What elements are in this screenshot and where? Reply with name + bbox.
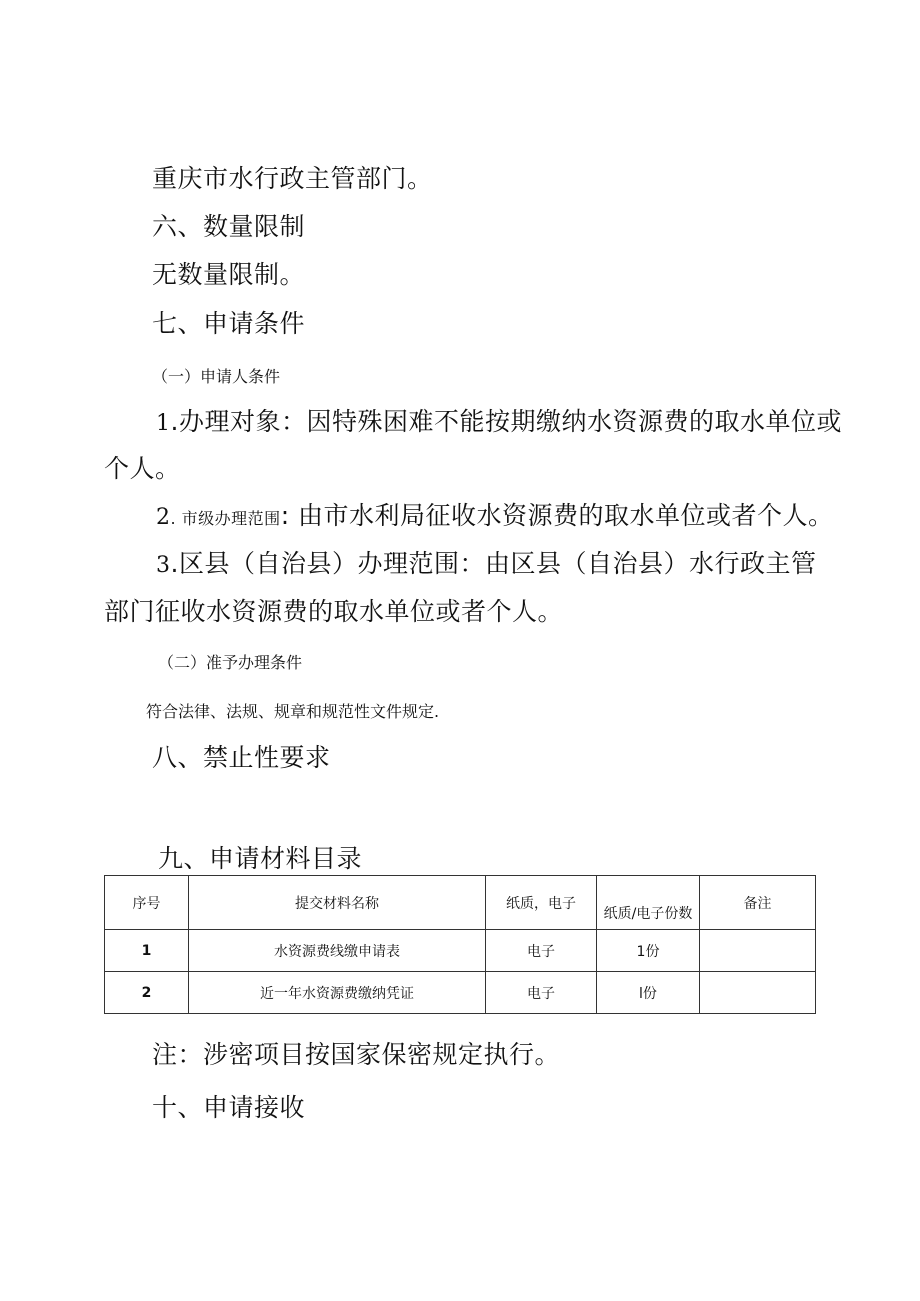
header-copies: 纸质/电子份数 bbox=[597, 876, 700, 930]
materials-table bbox=[104, 875, 816, 1014]
table-row bbox=[105, 930, 816, 972]
header-type: 纸质，电子 bbox=[486, 876, 597, 930]
text-line-compliance: 符合法律、法规、规章和规范性文件规定. bbox=[146, 702, 440, 721]
text-line-city-scope bbox=[156, 503, 834, 529]
text-line-handling-object bbox=[156, 409, 842, 435]
item-text-2: : 由市水利局征收水资源费的取水单位或者个人。 bbox=[280, 501, 834, 530]
subheading-applicant-conditions: （一）申请人条件 bbox=[152, 367, 281, 386]
cell-remarks bbox=[700, 972, 816, 1014]
text-line-individual: 个人。 bbox=[104, 454, 181, 483]
cell-material-name: 水资源费线缴申请表 bbox=[189, 930, 486, 972]
cell-material-name: 近一年水资源费缴纳凭证 bbox=[189, 972, 486, 1014]
text-line-department: 重庆市水行政主管部门。 bbox=[152, 164, 433, 193]
header-seq: 序号 bbox=[105, 876, 189, 930]
text-line-county-scope-cont: 部门征收水资源费的取水单位或者个人。 bbox=[104, 597, 564, 626]
text-line-county-scope bbox=[156, 551, 816, 577]
subheading-approval-conditions: （二）准予办理条件 bbox=[158, 653, 303, 672]
item-text-1: .办理对象：因特殊困难不能按期缴纳水资源费的取水单位或 bbox=[170, 407, 842, 436]
heading-quantity-limit: 六、数量限制 bbox=[152, 212, 306, 241]
cell-copies: l份 bbox=[597, 972, 700, 1014]
heading-prohibitions: 八、禁止性要求 bbox=[152, 743, 331, 772]
header-material-name: 提交材料名称 bbox=[189, 876, 486, 930]
item-label-2: . 市级办理范围 bbox=[170, 509, 281, 528]
table-row bbox=[105, 972, 816, 1014]
cell-copies: 1份 bbox=[597, 930, 700, 972]
table-header-row bbox=[105, 876, 816, 930]
heading-materials-list: 九、申请材料目录 bbox=[158, 844, 363, 873]
cell-seq: 2 bbox=[105, 972, 189, 1014]
text-line-no-limit: 无数量限制。 bbox=[152, 260, 306, 289]
item-number-2: 2 bbox=[156, 505, 171, 530]
text-line-confidential-note: 注：涉密项目按国家保密规定执行。 bbox=[152, 1040, 561, 1069]
item-number-3: 3 bbox=[156, 553, 171, 578]
cell-seq: 1 bbox=[105, 930, 189, 972]
heading-application-receipt: 十、申请接收 bbox=[152, 1093, 306, 1122]
item-number-1: 1 bbox=[156, 411, 171, 436]
item-text-3: .区县（自治县）办理范围：由区县（自治县）水行政主管 bbox=[170, 549, 817, 578]
cell-type: 电子 bbox=[486, 930, 597, 972]
header-remarks: 备注 bbox=[700, 876, 816, 930]
cell-remarks bbox=[700, 930, 816, 972]
heading-application-conditions: 七、申请条件 bbox=[152, 309, 306, 338]
cell-type: 电子 bbox=[486, 972, 597, 1014]
